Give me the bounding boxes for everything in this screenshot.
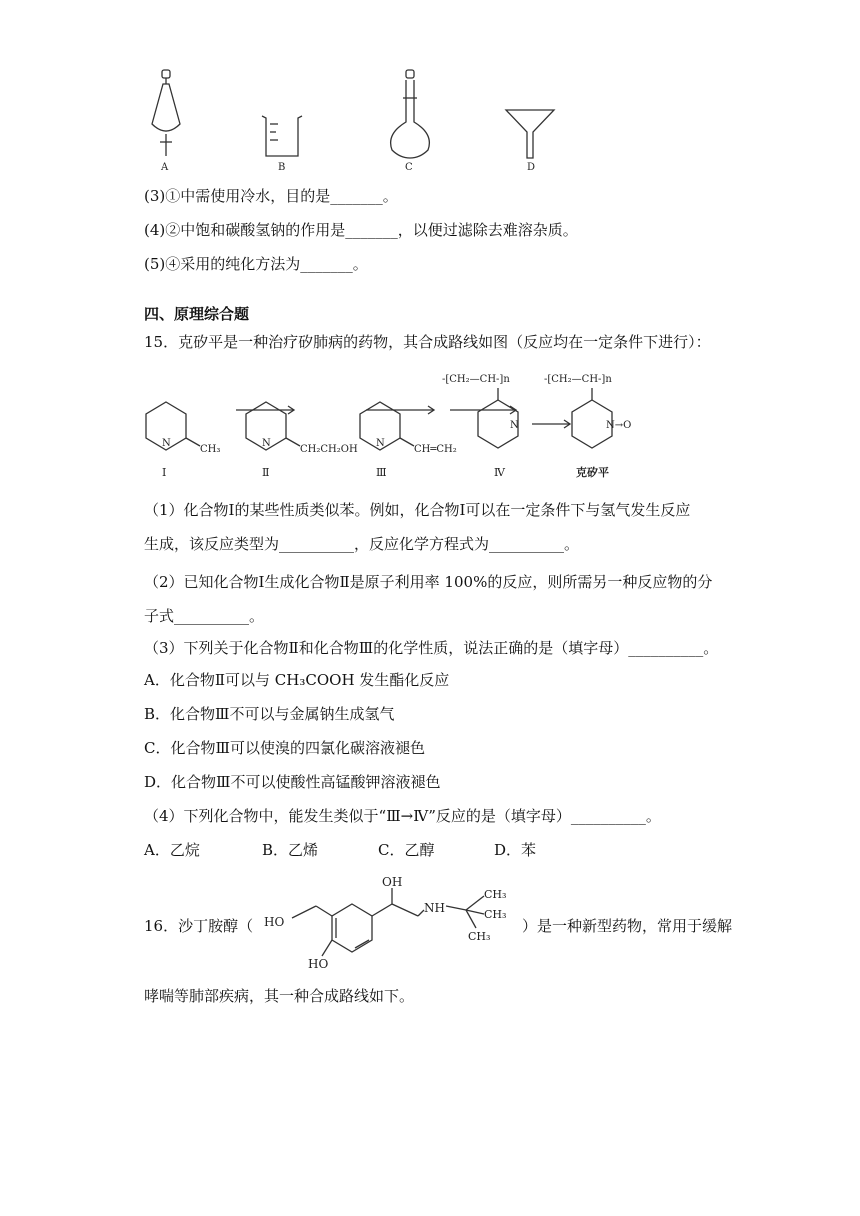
ring5-no: N→O [606, 420, 632, 431]
q15-option-d: D．化合物Ⅲ不可以使酸性高锰酸钾溶液褪色 [144, 773, 441, 791]
q16-stem-line2: 哮喘等肺部疾病，其一种合成路线如下。 [144, 987, 415, 1005]
ch3-mid: CH₃ [484, 908, 507, 921]
synthesis-scheme [140, 366, 700, 486]
label-ii: Ⅱ [262, 466, 270, 479]
part4-option-c: C．乙醇 [378, 841, 435, 859]
section-heading: 四、原理综合题 [144, 305, 250, 323]
q15-part3: （3）下列关于化合物Ⅱ和化合物Ⅲ的化学性质，说法正确的是（填字母）__________。 [144, 639, 719, 657]
ch2ch2oh-label: CH₂CH₂OH [300, 444, 358, 455]
part4-option-d: D．苯 [494, 841, 537, 859]
chch2-label: CH═CH₂ [414, 444, 457, 455]
q15-part2-line1: （2）已知化合物Ⅰ生成化合物Ⅱ是原子利用率 100%的反应，则所需另一种反应物的分 [144, 573, 713, 591]
oh-top: OH [382, 875, 403, 889]
funnel-icon [506, 110, 554, 158]
q15-part1-line2: 生成，该反应类型为__________，反应化学方程式为__________。 [144, 535, 580, 553]
polymer-label-4: -[CH₂—CH-]n [442, 374, 510, 385]
q14-part3: (3)①中需使用冷水，目的是_______。 [144, 187, 398, 205]
part4-option-a: A．乙烷 [144, 841, 200, 859]
ring4-n: N [510, 420, 519, 431]
ring3-n: N [376, 438, 385, 449]
apparatus-label-c: C [405, 162, 413, 173]
q15-part2-line2: 子式__________。 [144, 607, 265, 625]
q15-part4: （4）下列化合物中，能发生类似于“Ⅲ→Ⅳ”反应的是（填字母）__________。 [144, 807, 661, 825]
volumetric-flask-icon [391, 70, 430, 158]
ring2-n: N [262, 438, 271, 449]
q15-stem: 15．克矽平是一种治疗矽肺病的药物，其合成路线如图（反应均在一定条件下进行）： [144, 333, 711, 351]
apparatus-figure [130, 66, 570, 176]
apparatus-label-b: B [278, 162, 286, 173]
apparatus-label-a: A [161, 162, 169, 173]
q15-option-b: B．化合物Ⅲ不可以与金属钠生成氢气 [144, 705, 395, 723]
q14-part5: (5)④采用的纯化方法为_______。 [144, 255, 368, 273]
label-iii: Ⅲ [376, 466, 387, 479]
q15-part1-line1: （1）化合物Ⅰ的某些性质类似苯。例如，化合物Ⅰ可以在一定条件下与氢气发生反应 [144, 501, 691, 519]
ho-bottom: HO [308, 957, 329, 970]
q16-stem-post: ）是一种新型药物，常用于缓解 [522, 917, 733, 935]
apparatus-label-d: D [527, 162, 536, 173]
part4-option-b: B．乙烯 [262, 841, 319, 859]
polymer-label-5: -[CH₂—CH-]n [544, 374, 612, 385]
q14-part4: (4)②中饱和碳酸氢钠的作用是_______，以便过滤除去难溶杂质。 [144, 221, 578, 239]
ch3-bottom: CH₃ [468, 930, 491, 943]
label-product: 克矽平 [576, 466, 609, 479]
q16-stem-pre: 16．沙丁胺醇（ [144, 917, 254, 935]
q15-option-c: C．化合物Ⅲ可以使溴的四氯化碳溶液褪色 [144, 739, 425, 757]
beaker-icon [262, 116, 302, 156]
ch3-top: CH₃ [484, 888, 507, 901]
ho-left: HO [264, 915, 285, 929]
salbutamol-structure [252, 870, 518, 970]
ch3-label: CH₃ [200, 444, 221, 455]
separatory-funnel-icon [152, 70, 180, 156]
nh-label: NH [424, 901, 445, 915]
q15-option-a: A．化合物Ⅱ可以与 CH₃COOH 发生酯化反应 [144, 671, 450, 689]
label-i: I [162, 466, 167, 479]
ring1-n: N [162, 438, 171, 449]
label-iv: Ⅳ [494, 466, 505, 479]
